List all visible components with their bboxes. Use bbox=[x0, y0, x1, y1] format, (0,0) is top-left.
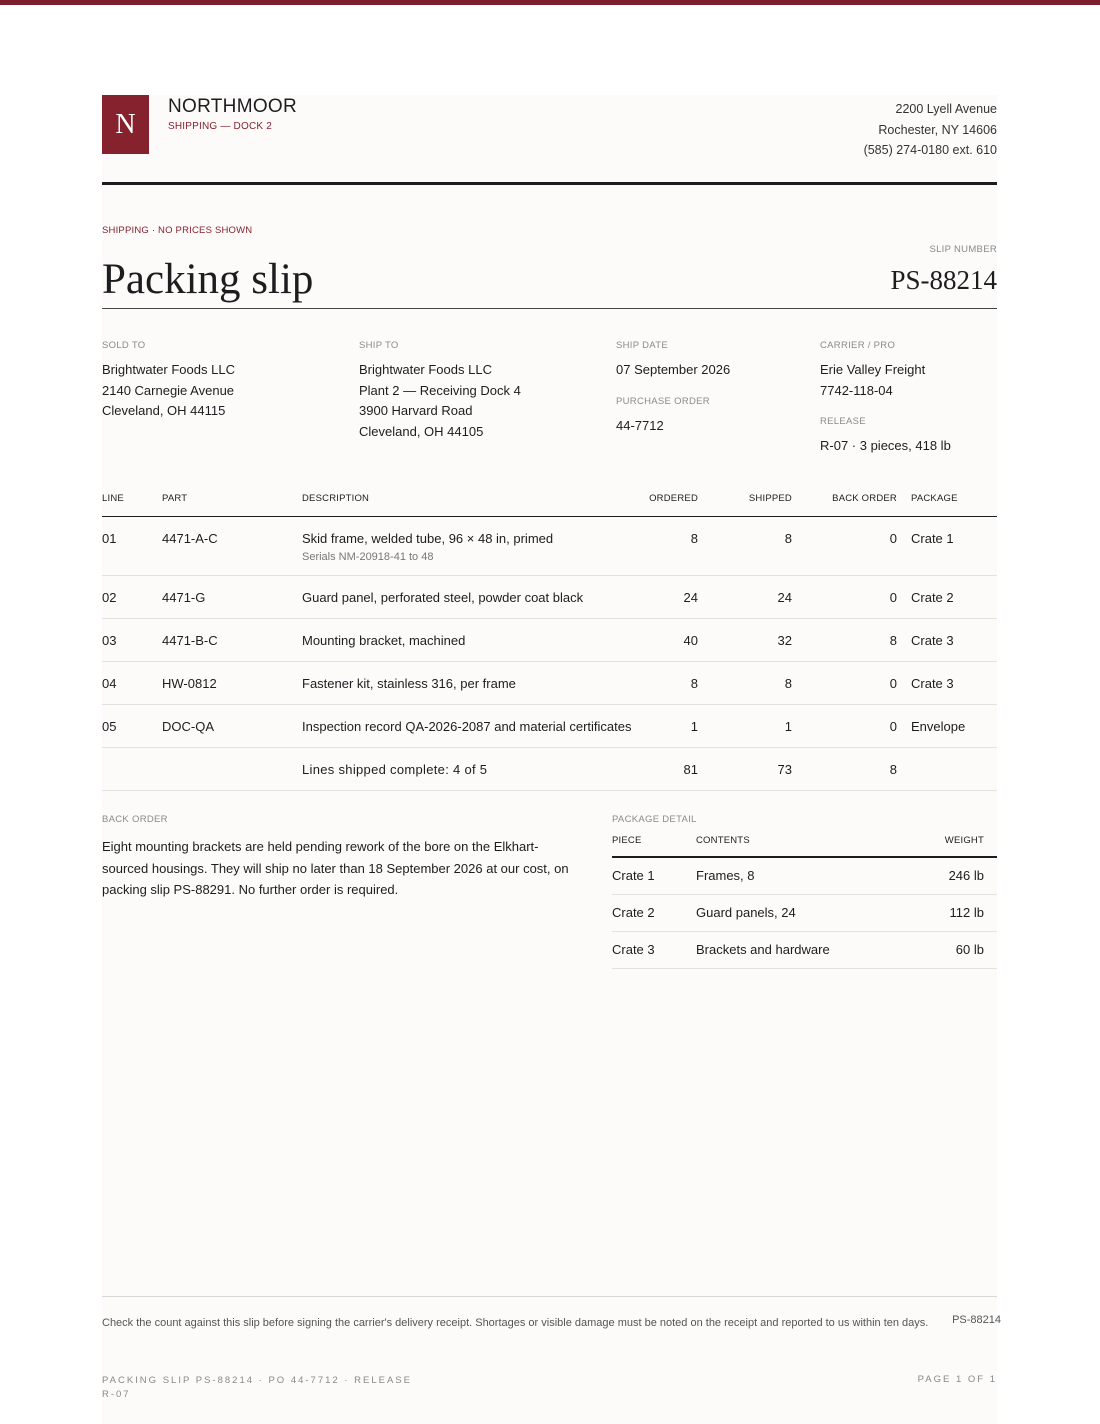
purchase-order-label: PURCHASE ORDER bbox=[616, 395, 710, 407]
description-text: Skid frame, welded tube, 96 × 48 in, primed bbox=[302, 530, 554, 546]
cell-weight: 246 lb bbox=[936, 857, 997, 894]
total-ordered: 81 bbox=[642, 747, 698, 790]
cell-back-order: 0 bbox=[792, 516, 897, 575]
cell-part: 4471-G bbox=[162, 575, 302, 618]
col-header-package: PACKAGE bbox=[897, 487, 997, 516]
cell-piece: Crate 2 bbox=[612, 894, 696, 931]
slip-number: PS-88214 bbox=[890, 265, 997, 295]
cell-line: 02 bbox=[102, 575, 162, 618]
ship-date-block bbox=[616, 340, 730, 436]
table-row bbox=[102, 516, 997, 575]
carrier-value bbox=[820, 360, 951, 401]
cell-contents: Guard panels, 24 bbox=[696, 894, 936, 931]
footer-note: Check the count against this slip before signing the carrier's delivery receipt. Shortages or visible damage must be noted on the receipt and reported to us within ten days. bbox=[102, 1317, 929, 1329]
sold-to-address bbox=[102, 360, 235, 422]
cell-description: Guard panel, perforated steel, powder coat black bbox=[302, 575, 642, 618]
cell-package: Crate 3 bbox=[897, 618, 997, 661]
cell-part: 4471-B-C bbox=[162, 618, 302, 661]
line-items-table bbox=[102, 487, 997, 791]
total-shipped: 73 bbox=[698, 747, 792, 790]
cell-ordered: 24 bbox=[642, 575, 698, 618]
brand-subtitle: SHIPPING — DOCK 2 bbox=[168, 121, 272, 132]
header-divider bbox=[102, 182, 997, 185]
sold-to-line: 2140 Carnegie Avenue bbox=[102, 382, 235, 398]
package-row bbox=[612, 894, 997, 931]
release-value: R-07 · 3 pieces, 418 lb bbox=[820, 438, 951, 454]
carrier-pro-number: 7742-118-04 bbox=[820, 382, 893, 398]
carrier-block bbox=[820, 340, 951, 457]
totals-label: Lines shipped complete: 4 of 5 bbox=[302, 747, 642, 790]
title-divider bbox=[102, 308, 997, 309]
page-title: Packing slip bbox=[102, 256, 314, 303]
back-order-label: BACK ORDER bbox=[102, 814, 168, 825]
sold-to-line: Brightwater Foods LLC bbox=[102, 362, 235, 377]
ship-date-label: SHIP DATE bbox=[616, 340, 668, 351]
ship-to-line: Cleveland, OH 44105 bbox=[359, 424, 484, 440]
col-header-description: DESCRIPTION bbox=[302, 487, 642, 516]
cell-line: 04 bbox=[102, 661, 162, 704]
ship-to-line: Brightwater Foods LLC bbox=[359, 362, 492, 377]
cell-contents: Brackets and hardware bbox=[696, 931, 936, 968]
brand-logo: N bbox=[102, 95, 149, 154]
cell-description bbox=[302, 516, 642, 575]
ship-to-line: 3900 Harvard Road bbox=[359, 403, 473, 419]
cell-package: Crate 1 bbox=[897, 516, 997, 575]
cell-description: Mounting bracket, machined bbox=[302, 618, 642, 661]
cell-package: Crate 3 bbox=[897, 661, 997, 704]
serials-note: Serials NM-20918-41 to 48 bbox=[302, 550, 434, 563]
cell-part: 4471-A-C bbox=[162, 516, 302, 575]
cell-back-order: 8 bbox=[792, 618, 897, 661]
cell-ordered: 8 bbox=[642, 661, 698, 704]
table-header-row bbox=[102, 487, 997, 516]
cell-part: DOC-QA bbox=[162, 704, 302, 747]
cell-shipped: 1 bbox=[698, 704, 792, 747]
cell-weight: 60 lb bbox=[936, 931, 997, 968]
totals-row bbox=[102, 747, 997, 790]
brand-name: NORTHMOOR bbox=[168, 96, 298, 117]
table-row bbox=[102, 661, 997, 704]
cell-contents: Frames, 8 bbox=[696, 857, 936, 894]
release-label: RELEASE bbox=[820, 416, 866, 428]
sold-to-label: SOLD TO bbox=[102, 340, 146, 351]
cell-back-order: 0 bbox=[792, 575, 897, 618]
col-header-weight: WEIGHT bbox=[936, 831, 997, 857]
package-header-row bbox=[612, 831, 997, 857]
package-detail-label: PACKAGE DETAIL bbox=[612, 814, 697, 825]
top-accent-bar bbox=[0, 0, 1100, 5]
carrier-name: Erie Valley Freight bbox=[820, 362, 926, 377]
cell-back-order: 0 bbox=[792, 704, 897, 747]
cell-shipped: 24 bbox=[698, 575, 792, 618]
cell-weight: 112 lb bbox=[936, 894, 997, 931]
cell-piece: Crate 3 bbox=[612, 931, 696, 968]
cell-package: Crate 2 bbox=[897, 575, 997, 618]
carrier-label: CARRIER / PRO bbox=[820, 340, 896, 351]
packing-slip-sheet bbox=[102, 95, 1001, 1424]
package-row bbox=[612, 857, 997, 894]
cell-package: Envelope bbox=[897, 704, 997, 747]
col-header-line: LINE bbox=[102, 487, 162, 516]
cell-line: 01 bbox=[102, 516, 162, 575]
col-header-back-order: BACK ORDER bbox=[792, 487, 897, 516]
cell-line: 05 bbox=[102, 704, 162, 747]
ship-to-label: SHIP TO bbox=[359, 340, 399, 351]
ship-to-block bbox=[359, 340, 521, 443]
table-row bbox=[102, 704, 997, 747]
cell-description: Fastener kit, stainless 316, per frame bbox=[302, 661, 642, 704]
slip-number-label: SLIP NUMBER bbox=[929, 244, 997, 255]
footer-slip-id: PS-88214 bbox=[952, 1314, 1001, 1326]
cell-ordered: 8 bbox=[642, 516, 698, 575]
total-back-order: 8 bbox=[792, 747, 897, 790]
col-header-part: PART bbox=[162, 487, 302, 516]
cell-piece: Crate 1 bbox=[612, 857, 696, 894]
cell-shipped: 8 bbox=[698, 516, 792, 575]
cell-line: 03 bbox=[102, 618, 162, 661]
document-kicker: SHIPPING · NO PRICES SHOWN bbox=[102, 225, 253, 236]
ship-to-line: Plant 2 — Receiving Dock 4 bbox=[359, 382, 521, 398]
footer-meta: PACKING SLIP PS-88214 · PO 44-7712 · RELEASE R-07 bbox=[102, 1375, 412, 1400]
ship-date-value: 07 September 2026 bbox=[616, 362, 731, 377]
ship-to-address bbox=[359, 360, 521, 443]
back-order-text: Eight mounting brackets are held pending rework of the bore on the Elkhart-sourced housings. They will ship no later than 18 September 2026 at our cost, on packing slip PS-88291. No further order is required. bbox=[102, 839, 569, 897]
table-row bbox=[102, 575, 997, 618]
cell-shipped: 8 bbox=[698, 661, 792, 704]
cell-back-order: 0 bbox=[792, 661, 897, 704]
purchase-order-value: 44-7712 bbox=[616, 417, 664, 433]
col-header-shipped: SHIPPED bbox=[698, 487, 792, 516]
col-header-ordered: ORDERED bbox=[642, 487, 698, 516]
phone-line: (585) 274-0180 ext. 610 bbox=[863, 143, 997, 157]
cell-description: Inspection record QA-2026-2087 and material certificates bbox=[302, 704, 642, 747]
cell-ordered: 40 bbox=[642, 618, 698, 661]
sold-to-block bbox=[102, 340, 235, 422]
col-header-piece: PIECE bbox=[612, 831, 696, 857]
table-row bbox=[102, 618, 997, 661]
address-line: Rochester, NY 14606 bbox=[878, 122, 997, 137]
page-number: PAGE 1 OF 1 bbox=[917, 1374, 997, 1385]
sold-to-line: Cleveland, OH 44115 bbox=[102, 403, 226, 419]
company-address bbox=[864, 99, 997, 161]
cell-shipped: 32 bbox=[698, 618, 792, 661]
package-detail-table bbox=[612, 831, 997, 969]
package-row bbox=[612, 931, 997, 968]
address-line: 2200 Lyell Avenue bbox=[895, 102, 997, 116]
cell-ordered: 1 bbox=[642, 704, 698, 747]
cell-part: HW-0812 bbox=[162, 661, 302, 704]
footer-divider bbox=[102, 1296, 997, 1297]
col-header-contents: CONTENTS bbox=[696, 831, 936, 857]
